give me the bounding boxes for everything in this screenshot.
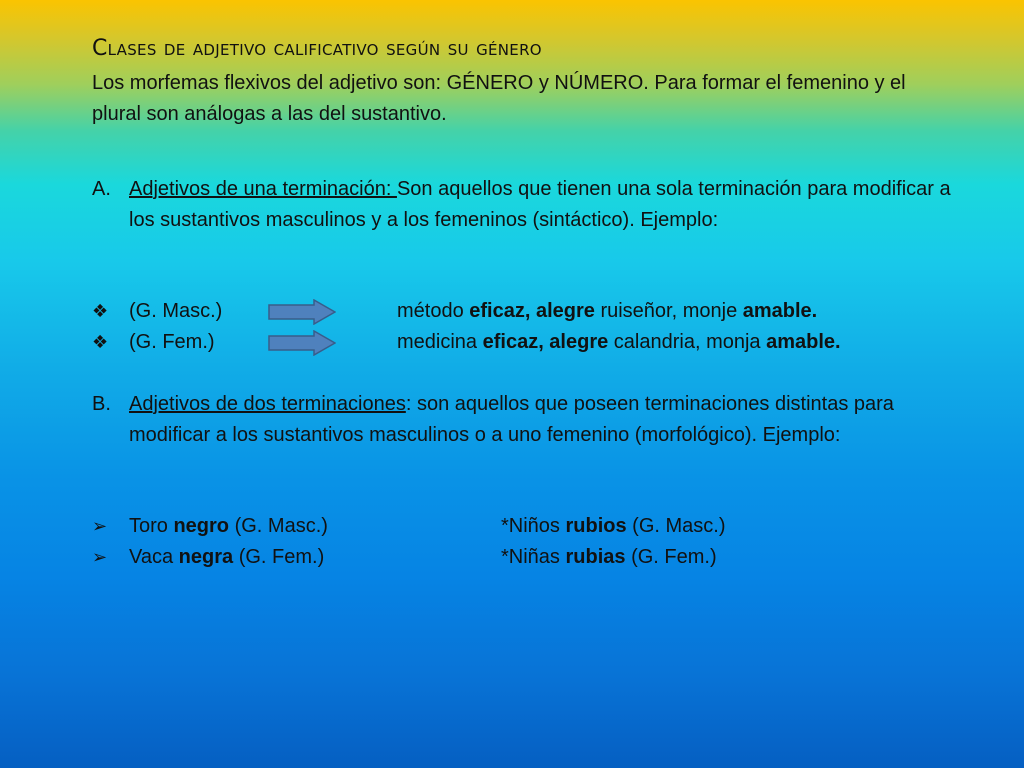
example-b-right — [501, 511, 726, 542]
diamond-bullet-icon: ❖ — [92, 332, 109, 352]
example-a-phrase — [397, 296, 817, 327]
example-a-phrase — [397, 327, 841, 358]
example-b-left-bold: negro — [173, 515, 230, 537]
example-a-label: (G. Masc.) — [129, 300, 223, 322]
section-b-body — [129, 389, 962, 451]
example-a-mid: ruiseñor, monje — [594, 300, 743, 322]
example-b-left — [129, 542, 324, 573]
intro-paragraph: Los morfemas flexivos del adjetivo son: GÉNERO y NÚMERO. Para formar el femenino y el plural son análogas a las del sustantivo. — [92, 72, 906, 125]
section-b-text: : son aquellos que poseen terminaciones distintas para modificar a los sustantivos masculinos o a uno femenino (morfológico). Ejemplo: — [129, 393, 894, 446]
right-arrow-icon — [268, 299, 336, 325]
arrowhead-bullet-icon: ➢ — [92, 516, 108, 536]
example-b-left-post: (G. Fem.) — [233, 546, 325, 568]
example-b-row-2 — [92, 542, 992, 573]
section-a-marker: A. — [92, 178, 111, 200]
example-b-right — [501, 542, 717, 573]
example-b-left-bold: negra — [178, 546, 234, 568]
example-a-bold-adjective: amable. — [766, 331, 841, 353]
section-a-heading: Adjetivos de una terminación: — [129, 178, 397, 200]
example-b-left — [129, 511, 328, 542]
arrowhead-bullet-icon: ➢ — [92, 547, 108, 567]
example-b-right-bold: rubias — [565, 546, 626, 568]
example-a-bold-adjectives: eficaz, alegre — [469, 300, 595, 322]
section-b — [92, 389, 962, 451]
slide-title: Clases de adjetivo calificativo según su género — [92, 36, 542, 61]
example-a-row-2 — [92, 327, 992, 358]
example-a-pre: método — [397, 300, 470, 322]
example-a-bold-adjectives: eficaz, alegre — [482, 331, 609, 353]
example-b-row-1 — [92, 511, 992, 542]
section-a-text: Son aquellos que tienen una sola terminación para modificar a los sustantivos masculinos y a los femeninos (sintáctico). Ejemplo: — [129, 178, 951, 231]
example-a-mid: calandria, monja — [608, 331, 767, 353]
example-b-right-pre: *Niños — [501, 515, 566, 537]
example-b-right-pre: *Niñas — [501, 546, 566, 568]
example-a-label: (G. Fem.) — [129, 331, 215, 353]
example-a-bold-adjective: amable. — [742, 300, 818, 322]
example-b-right-post: (G. Masc.) — [626, 515, 726, 537]
example-b-left-pre: Vaca — [129, 546, 179, 568]
section-b-heading: Adjetivos de dos terminaciones — [129, 393, 406, 415]
example-b-right-post: (G. Fem.) — [625, 546, 717, 568]
section-a — [92, 174, 962, 236]
example-a-row-1 — [92, 296, 992, 327]
example-a-pre: medicina — [397, 331, 483, 353]
section-a-body — [129, 174, 962, 236]
example-b-left-post: (G. Masc.) — [229, 515, 328, 537]
example-b-right-bold: rubios — [565, 515, 627, 537]
section-b-marker: B. — [92, 393, 111, 415]
diamond-bullet-icon: ❖ — [92, 301, 109, 321]
example-b-left-pre: Toro — [129, 515, 174, 537]
right-arrow-icon — [268, 330, 336, 356]
